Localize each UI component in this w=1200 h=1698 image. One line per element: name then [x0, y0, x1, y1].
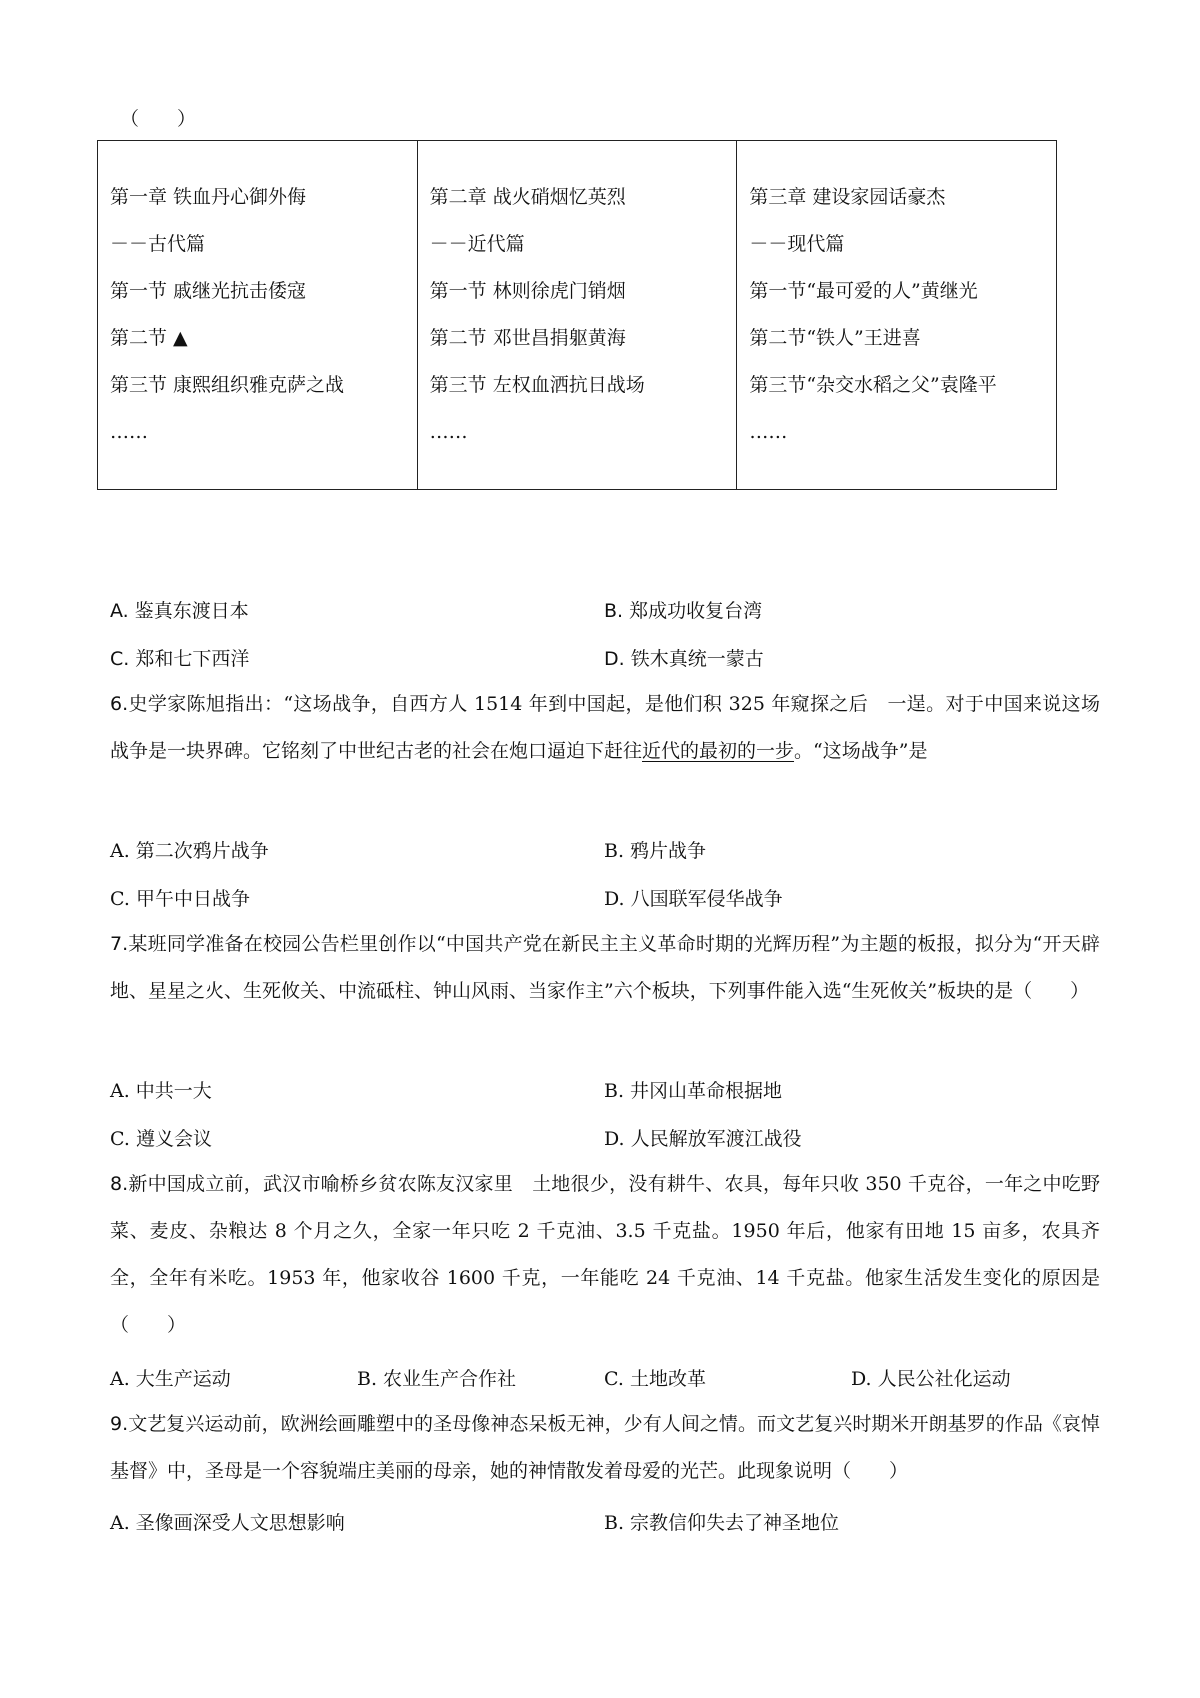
- chapter-subtitle: －－近代篇: [429, 233, 525, 255]
- q5-option-d[interactable]: D. 铁木真统一蒙古: [604, 648, 764, 670]
- q6-option-b[interactable]: B. 鸦片战争: [604, 840, 707, 862]
- section-item: 第三节 康熙组织雅克萨之战: [110, 374, 345, 396]
- q5-option-a[interactable]: A. 鉴真东渡日本: [110, 600, 249, 622]
- q7-option-b[interactable]: B. 井冈山革命根据地: [604, 1080, 783, 1102]
- question-7: [110, 921, 1100, 1015]
- section-item: 第一节 林则徐虎门销烟: [429, 280, 626, 302]
- q6-option-a[interactable]: A. 第二次鸦片战争: [110, 840, 269, 862]
- question-number: 6.: [110, 693, 129, 715]
- question-text: 新中国成立前，武汉市喻桥乡贫农陈友汉家里 土地很少，没有耕牛、农具，每年只收 350 千克谷，一年之中吃野菜、麦皮、杂粮达 8 个月之久，全家一年只吃 2 千克油、3.5 千克盐。1950 年后，他家有田地 15 亩多，农具齐全，全年有米吃。1953 年，他家收谷 1600 千克，一年能吃 24 千克油、14 千克盐。他家生活发生变化的原因是（ ）: [110, 1173, 1100, 1336]
- q6-option-d[interactable]: D. 八国联军侵华战争: [604, 888, 783, 910]
- q7-option-d[interactable]: D. 人民解放军渡江战役: [604, 1128, 802, 1150]
- answer-bracket: （ ）: [120, 108, 197, 130]
- table-row: [98, 141, 1057, 490]
- q7-option-a[interactable]: A. 中共一大: [110, 1080, 212, 1102]
- question-9: [110, 1401, 1100, 1495]
- q8-option-d[interactable]: D. 人民公社化运动: [851, 1368, 1011, 1390]
- question-text: 某班同学准备在校园公告栏里创作以“中国共产党在新民主主义革命时期的光辉历程”为主题的板报，拟分为“开天辟地、星星之火、生死攸关、中流砥柱、钟山风雨、当家作主”六个板块，下列事件能入选“生死攸关”板块的是（ ）: [110, 933, 1100, 1002]
- ellipsis: ……: [429, 421, 468, 443]
- question-8: [110, 1161, 1100, 1349]
- question-text: 文艺复兴运动前，欧洲绘画雕塑中的圣母像神态呆板无神，少有人间之情。而文艺复兴时期米开朗基罗的作品《哀悼基督》中，圣母是一个容貌端庄美丽的母亲，她的神情散发着母爱的光芒。此现象说明（ ）: [110, 1413, 1100, 1482]
- section-item: 第一节 戚继光抗击倭寇: [110, 280, 307, 302]
- chapter-table: [97, 140, 1057, 490]
- question-number: 9.: [110, 1413, 129, 1435]
- section-item: 第三节“杂交水稻之父”袁隆平: [749, 374, 997, 396]
- ellipsis: ……: [110, 421, 148, 443]
- q5-option-b[interactable]: B. 郑成功收复台湾: [604, 600, 763, 622]
- chapter-title: 第三章 建设家园话豪杰: [749, 186, 946, 208]
- q8-option-a[interactable]: A. 大生产运动: [110, 1368, 231, 1390]
- section-item: 第二节 邓世昌捐躯黄海: [429, 327, 626, 349]
- q9-option-b[interactable]: B. 宗教信仰失去了神圣地位: [604, 1512, 840, 1534]
- section-item: 第二节“铁人”王进喜: [749, 327, 921, 349]
- chapter-subtitle: －－古代篇: [110, 233, 206, 255]
- question-text-end: 。“这场战争”是: [794, 740, 928, 762]
- table-cell-ancient: [98, 141, 418, 490]
- q5-option-c[interactable]: C. 郑和七下西洋: [110, 648, 250, 670]
- question-text: 史学家陈旭指出：“这场战争，自西方人 1514 年到中国起，是他们积 325 年窥探之后 一逞。对于中国来说这场战争是一块界碑。它铭刻了中世纪古老的社会在炮口逼迫下赶往: [110, 693, 1100, 762]
- q9-option-a[interactable]: A. 圣像画深受人文思想影响: [110, 1512, 345, 1534]
- underlined-phrase: 近代的最初的一步: [642, 740, 795, 762]
- question-6: [110, 681, 1100, 775]
- section-item: 第一节“最可爱的人”黄继光: [749, 280, 978, 302]
- q6-option-c[interactable]: C. 甲午中日战争: [110, 888, 250, 910]
- question-number: 7.: [110, 933, 129, 955]
- chapter-title: 第二章 战火硝烟忆英烈: [429, 186, 626, 208]
- section-item: 第三节 左权血洒抗日战场: [429, 374, 645, 396]
- table-cell-modern-era: [417, 141, 737, 490]
- table-cell-contemporary: [737, 141, 1057, 490]
- q8-option-c[interactable]: C. 土地改革: [604, 1368, 706, 1390]
- ellipsis: ……: [749, 421, 788, 443]
- q8-option-b[interactable]: B. 农业生产合作社: [357, 1368, 517, 1390]
- chapter-subtitle: －－现代篇: [749, 233, 845, 255]
- chapter-title: 第一章 铁血丹心御外侮: [110, 186, 307, 208]
- q7-option-c[interactable]: C. 遵义会议: [110, 1128, 212, 1150]
- question-number: 8.: [110, 1173, 129, 1195]
- section-item: 第二节 ▲: [110, 327, 188, 349]
